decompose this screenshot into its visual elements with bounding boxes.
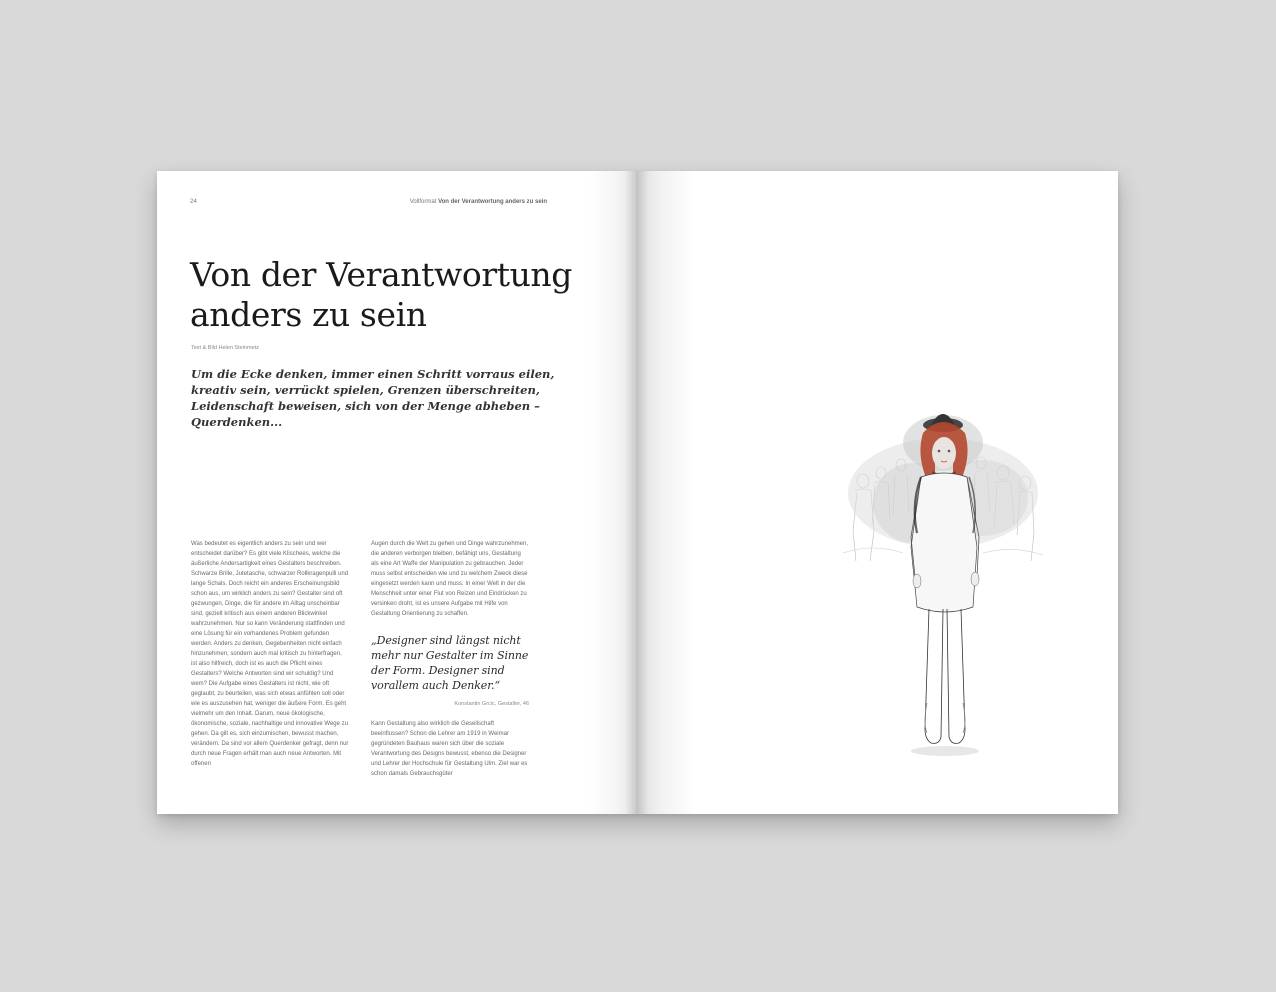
quote-author: Konstantin Grcic, Gestalter, 46 bbox=[454, 701, 529, 707]
running-head-section: Vollformat bbox=[409, 199, 437, 205]
credit-label: Text & Bild bbox=[191, 345, 217, 351]
credit-author: Helen Steinmetz bbox=[218, 345, 259, 351]
body-column-2 bbox=[371, 539, 529, 779]
article-title bbox=[190, 255, 610, 335]
body-text-col2-a: Augen durch die Welt zu gehen und Dinge wahrzunehmen, die anderen verborgen bleiben, befähigt uns, Gestaltung als eine Art Waffe der Manipulation zu gebrauchen. Jeder muss selbst entscheiden wie und zu welchem Zweck diese eingesetzt werden kann und muss. In einer Welt in der die Menschheit unter einer Flut von Reizen und Eindrücken zu versinken droht, ist es unsere Aufgabe mit Hilfe von Gestaltung Orientierung zu schaffen. bbox=[371, 541, 528, 617]
body-text-col2-b: Kann Gestaltung also wirklich die Gesellschaft beeinflussen? Schon die Lehrer am 1919 in Weimar gegründeten Bauhaus waren sich über die soziale Verantwortung des Designs bewusst, ebenso die Designer und Lehrer der Hochschule für Gestaltung Ulm. Ziel war es schon damals Gebrauchsgüter bbox=[371, 721, 528, 777]
left-page bbox=[157, 171, 637, 814]
body-text-col1: Was bedeutet es eigentlich anders zu sein und wer entscheidet darüber? Es gibt viele Klischees, welche die äußerliche Andersartigkeit eines Gestalters beschreiben. Schwarze Brille, Jutetasche, schwarzer Rollkragenpulli und lange Schals. Doch reicht ein anderes Erscheinungsbild schon aus, um wirklich anders zu sein? Gestalter sind oft gezwungen, Dinge, die für andere im Alltag unscheinbar sind, gezielt kritisch aus einem anderen Blickwinkel wahrzunehmen. Nur so kann Veränderung stattfinden und eine Lösung für ein vorhandenes Problem gefunden werden. Anders zu denken, Gegebenheiten nicht einfach hinzunehmen, sondern auch mal kritisch zu hinterfragen, ist also hilfreich, doch ist es auch die Pflicht eines Gestalters? Welche Antworten sind wir schuldig? Und wem? Die Aufgabe eines Gestalters ist nicht, wie oft geglaubt, zu beurteilen, was sich etwas anfühlen soll oder wie es auszusehen hat, weniger die äußere Form. Es geht vielmehr um den Inhalt. Darum, neue ökologische, ökonomische, soziale, nachhaltige und innovative Wege zu gehen. Da gilt es, sich einzumischen, bewusst machen, verändern. Da sind vor allem Querdenker gefragt, denn nur durch neue Fragen erhält man auch neue Antworten. Mit offenen bbox=[191, 541, 349, 767]
running-head bbox=[410, 199, 547, 205]
author-credit bbox=[191, 345, 259, 351]
white-coat bbox=[911, 473, 977, 612]
running-head-title: Von der Verantwortung anders zu sein bbox=[438, 199, 547, 205]
title-line-2: anders zu sein bbox=[190, 295, 427, 334]
legs bbox=[925, 609, 965, 743]
right-page bbox=[637, 171, 1118, 814]
title-line-1: Von der Verantwortung bbox=[190, 255, 573, 294]
page-number: 24 bbox=[190, 199, 198, 205]
magazine-spread bbox=[157, 171, 1118, 814]
body-column-1 bbox=[191, 539, 349, 769]
illustration-woman-in-crowd bbox=[843, 403, 1043, 783]
face bbox=[932, 437, 956, 469]
lead-paragraph: Um die Ecke denken, immer einen Schritt vorraus eilen, kreativ sein, verrückt spielen, Grenzen überschreiten, Leidenschaft beweisen, sich von der Menge abheben – Querdenken... bbox=[191, 367, 555, 429]
pull-quote: „Designer sind längst nicht mehr nur Gestalter im Sinne der Form. Designer sind vorallem auch Denker.“ bbox=[371, 634, 529, 692]
